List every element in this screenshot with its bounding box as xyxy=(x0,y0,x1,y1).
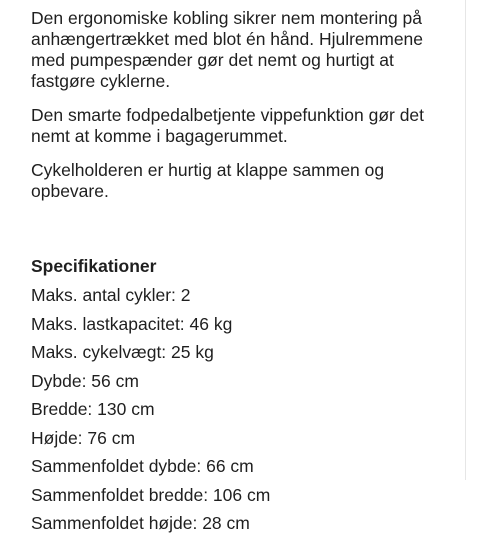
spec-item: Sammenfoldet højde: 28 cm xyxy=(31,513,250,533)
spec-item: Bredde: 130 cm xyxy=(31,399,155,419)
page-edge-divider xyxy=(465,0,466,480)
specifications-heading: Specifikationer xyxy=(31,256,157,276)
spec-item: Sammenfoldet bredde: 106 cm xyxy=(31,484,271,505)
specifications-list xyxy=(31,285,451,542)
description-paragraph: Den ergonomiske kobling sikrer nem montering på anhængertrækket med blot én hånd. Hjulremmene med pumpespænder gør det nemt og hurtigt at fastgøre cyklerne. xyxy=(31,8,424,91)
spec-item: Maks. antal cykler: 2 xyxy=(31,285,191,305)
spec-item: Maks. cykelvægt: 25 kg xyxy=(31,342,214,362)
spec-item: Maks. lastkapacitet: 46 kg xyxy=(31,313,233,334)
description-paragraph: Cykelholderen er hurtig at klappe sammen og opbevare. xyxy=(31,160,385,201)
spec-item: Sammenfoldet dybde: 66 cm xyxy=(31,456,254,476)
description-paragraph: Den smarte fodpedalbetjente vippefunktion gør det nemt at komme i bagagerummet. xyxy=(31,105,425,146)
product-description xyxy=(31,0,451,542)
spec-item: Højde: 76 cm xyxy=(31,427,136,448)
spec-item: Dybde: 56 cm xyxy=(31,370,139,391)
